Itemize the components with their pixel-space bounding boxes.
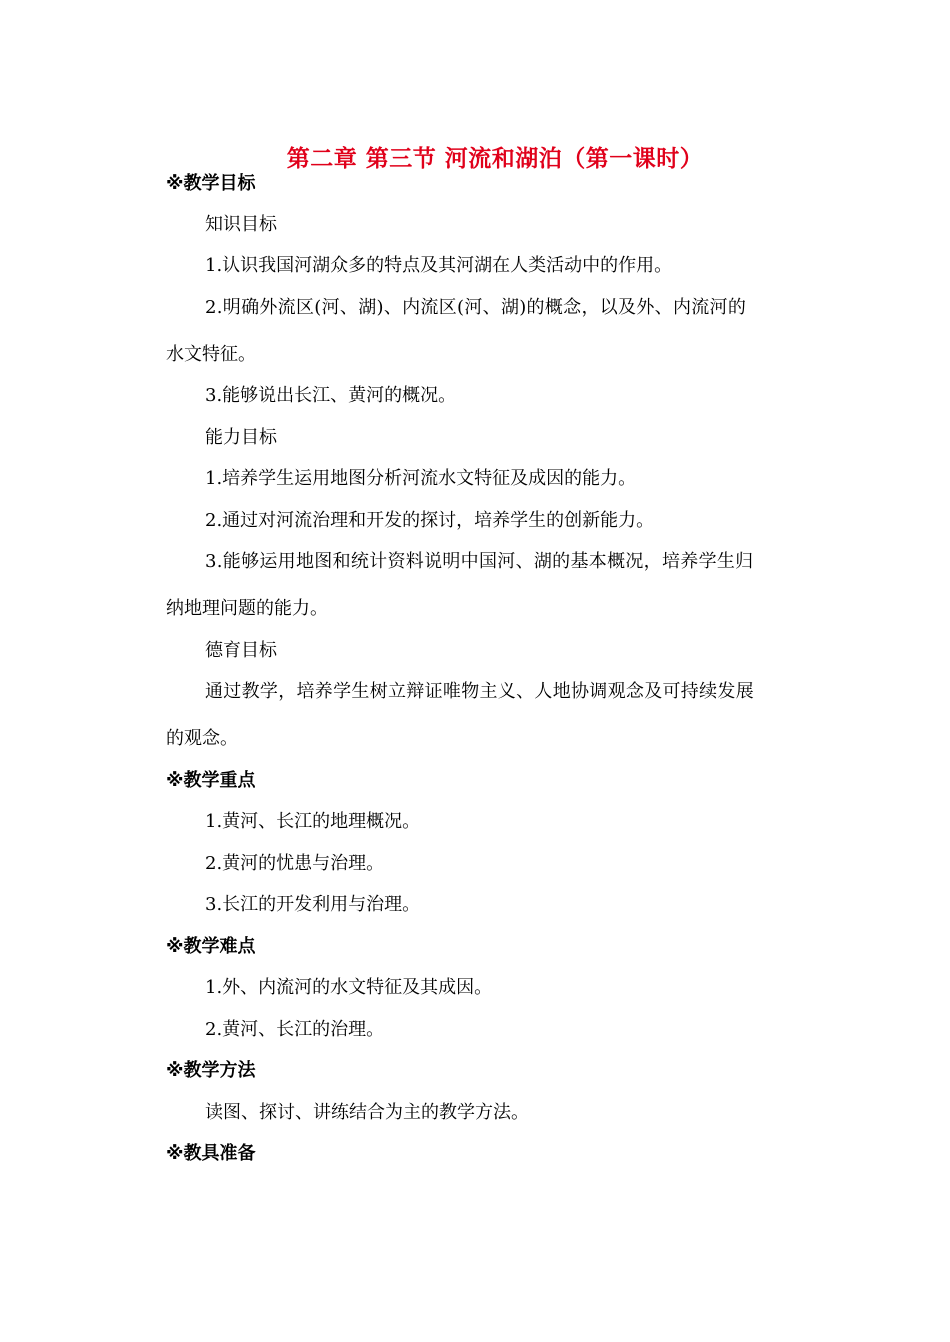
subheading-moral-goals: 德育目标 — [205, 640, 277, 661]
list-item-continuation: 水文特征。 — [166, 344, 256, 365]
list-item: 2.明确外流区(河、湖)、内流区(河、湖)的概念，以及外、内流河的 — [205, 297, 747, 318]
paragraph-continuation: 的观念。 — [166, 728, 238, 749]
list-item: 2.黄河、长江的治理。 — [205, 1019, 385, 1040]
subheading-ability-goals: 能力目标 — [205, 427, 277, 448]
section-heading-difficult-points: ※教学难点 — [166, 936, 256, 957]
section-heading-teaching-aids: ※教具准备 — [166, 1143, 256, 1164]
list-item: 1.黄河、长江的地理概况。 — [205, 811, 421, 832]
list-item: 1.认识我国河湖众多的特点及其河湖在人类活动中的作用。 — [205, 255, 673, 276]
section-heading-teaching-goals: ※教学目标 — [166, 173, 256, 194]
document-title: 第二章 第三节 河流和湖泊（第一课时） — [286, 146, 704, 172]
subheading-knowledge-goals: 知识目标 — [205, 214, 277, 235]
paragraph: 通过教学，培养学生树立辩证唯物主义、人地协调观念及可持续发展 — [205, 681, 754, 702]
list-item: 1.外、内流河的水文特征及其成因。 — [205, 977, 493, 998]
list-item-continuation: 纳地理问题的能力。 — [166, 598, 328, 619]
list-item: 1.培养学生运用地图分析河流水文特征及成因的能力。 — [205, 468, 637, 489]
list-item: 2.通过对河流治理和开发的探讨，培养学生的创新能力。 — [205, 510, 655, 531]
section-heading-teaching-methods: ※教学方法 — [166, 1060, 256, 1081]
section-heading-key-points: ※教学重点 — [166, 770, 256, 791]
list-item: 2.黄河的忧患与治理。 — [205, 853, 385, 874]
list-item: 3.能够运用地图和统计资料说明中国河、湖的基本概况，培养学生归 — [205, 551, 754, 572]
list-item: 3.能够说出长江、黄河的概况。 — [205, 385, 457, 406]
list-item: 3.长江的开发利用与治理。 — [205, 894, 421, 915]
paragraph: 读图、探讨、讲练结合为主的教学方法。 — [205, 1102, 529, 1123]
